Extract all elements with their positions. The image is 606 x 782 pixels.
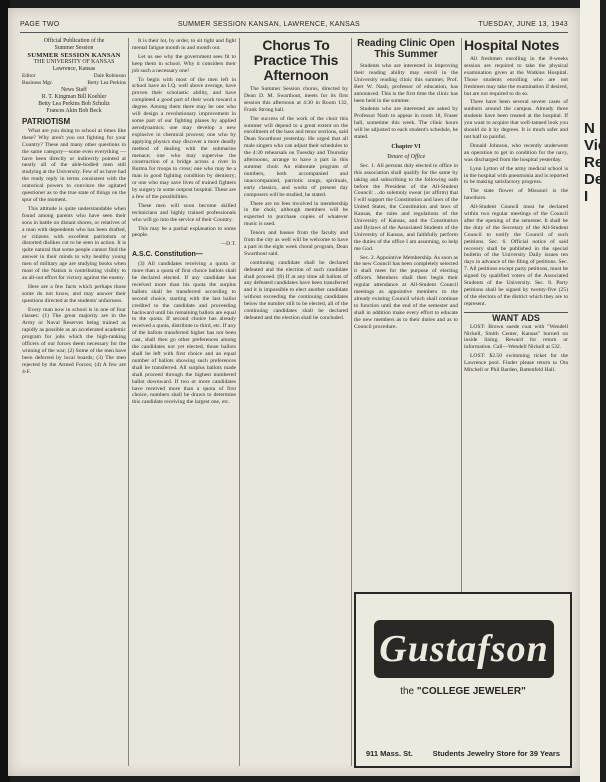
- article-paragraph: To begin with most of the men left in school have an I.Q. well above average, have proven their scholastic ability, and have completed a good part of their work toward a degree. Among them there may be one who will design a revolutionary improvement in some part of our fighting planes by applied aerodynamics; one may develop a new explosive in chemical process; one who by applying physics may discover a more deadly method of dealing with the submarine menace; one who may supervise the construction of a bridge across a river in Burma for troops to cross; one who may be a man in good fighting condition by dentistry; or one who may save lives of trained fighters by surgery in some outpost hospital. These are a few of the possibilities.: [132, 76, 236, 200]
- chorus-headline: Chorus To Practice This Afternoon: [253, 37, 339, 83]
- edge-letter: Vic: [584, 137, 606, 154]
- masthead-line2: Summer Session: [54, 45, 94, 51]
- ad-footer: [356, 744, 570, 762]
- article-paragraph: Lynn Lytton of the army medical school is in the hospital with pneumonia and is reported to be making satisfactory progress.: [464, 165, 568, 186]
- article-paragraph: The Summer Session chorus, directed by Dean D. M. Swarthout, meets for its first session this afternoon at 4:30 in Room 132, Frank Strong hall.: [244, 86, 348, 113]
- page-header: [20, 18, 568, 33]
- edge-letter: N: [584, 120, 595, 137]
- article-paragraph: Sec. 2. Appointive Membership. As soon as the new Council has been completely selected it shall meet for the purpose of electing officers. Members shall then begin their regular attendance at All-Student Council meetings as appointive members to the already existing Council which shall continue to function until the end of the semester and shall in addition make every effort to educate the new members as to their duties and as to Council procedure.: [354, 254, 458, 330]
- masthead-title: SUMMER SESSION KANSAN: [27, 52, 121, 59]
- editorial-signature: —D.T.: [220, 241, 236, 248]
- masthead-line1: Official Publication of the: [43, 38, 105, 44]
- page-number: PAGE TWO: [20, 20, 60, 28]
- paper-title: SUMMER SESSION KANSAN, LAWRENCE, KANSAS: [177, 20, 361, 28]
- masthead-university: THE UNIVERSITY OF KANSAS: [33, 59, 115, 65]
- article-paragraph: This may be a partial explanation to some people.: [132, 225, 236, 239]
- article-paragraph: It is their lot, by order, to sit tight and fight mental fatigue month in and month out.: [132, 38, 236, 51]
- column-2: [132, 38, 236, 766]
- column-divider: [351, 38, 352, 766]
- article-paragraph: There have been several severe cases of sunburn around the campus. Already three students have been treated at the hospital. If you want to acquire that well-tanned look you should do it by degrees. It is much safer and not half so painful.: [464, 99, 568, 140]
- adjacent-page-edge: [580, 0, 606, 782]
- edge-letter: Re: [584, 154, 604, 171]
- staff-row: R. T. Kingman Bill Koehler: [41, 94, 107, 100]
- article-paragraph: The state flower of Missouri is the hawthorn.: [464, 188, 568, 202]
- article-paragraph: (3) All candidates receiving a quota or more than a quota of first choice ballots shall be declared elected. If any candidate has received more than his quota the surplus ballots shall be transferred according to second choice, starting with the last ballot credited to the candidate and proceeding backward until his remaining ballots are equal to the quota. If second choice has already received a quota, distribute to third, etc. If any of the ballots transferred higher has not been cast, shall then go other preferences among the candidates not yet elected, those ballots shall be left with first choice and an equal number of ballots showing such preferences shall be transferred. All surplus ballots made shall proceed through the highest numbered ballot downward. If two or more candidates have received more than a quota of first choice, numbers shall be drawn to determine this candidate receiving the largest one, etc.: [132, 261, 236, 406]
- editor-label: Editor: [22, 73, 36, 79]
- chapter-subheading: Tenure of Office: [386, 153, 426, 160]
- article-paragraph: Let us see why the government sees fit to keep them in school. Why it considers their job such a necessary one!: [132, 53, 236, 74]
- manager-name: Betty Lea Perkins: [87, 80, 126, 86]
- clinic-headline: Reading Clinic Open This Summer: [357, 38, 455, 60]
- column-5: [464, 38, 568, 588]
- column-1: [22, 38, 126, 766]
- article-paragraph: The success of the work of the choir this summer will depend to a great extent on the enrollment of the bass and tenor sections, said Dean Swarthout yesterday. He urged that all male singers who can adjust their schedules to the 4:30 rehearsals on Tuesday and Thursday afternoons, arrange to have a part in this summer choir. An elaborate program of numbers, both accompanied and unaccompanied, patriotic songs, spirituals, early classics, and works of present day composers will be studied, he stated.: [244, 115, 348, 198]
- article-paragraph: continuing candidate shall be declared defeated and the election of such candidate shall proceed. (8) If at any time all ballots of any defeated candidates have been transferred and it is impossible to elect another candidate without exceeding the continuing candidates below the number still to be elected, all of the continuing candidates shall be declared defeated and the election shall be concluded.: [244, 259, 348, 321]
- article-paragraph: Tenors and basses from the faculty and from the city as well will be welcome to have a part in the eight week choral program, Dean Swarthout said.: [244, 230, 348, 257]
- article-paragraph: All freshmen enrolling in the 8-weeks session are required to take the physical examination given at the Watkins Hospital. Those students enrolling who are not freshmen may take the examination if desired, but are not required to do so.: [464, 56, 568, 97]
- article-paragraph: Students who are interested in improving their reading ability may enroll in the University reading clinic this summer, Prof. Bert W. Nash, professor of education, has announced. This is the first time the clinic has been held in the summer.: [354, 63, 458, 104]
- editor-name: Dale Robinson: [93, 73, 126, 79]
- edge-letter: I: [584, 188, 589, 205]
- article-paragraph: Every man now in school is in one of four classes: (1) The great majority are in the Army or Naval Reserves being trained as rapidly as possible as an accelerated academic program for jobs which the high-ranking officers of our forces deem necessary for the winning of the war; (2) Some of the men have been deferred by local boards; (3) The men rejected by the Armed Forces; (4) A few are 4-F.: [22, 306, 126, 375]
- ad-address: 911 Mass. St.: [366, 748, 413, 758]
- issue-date: TUESDAY, JUNE 13, 1943: [478, 20, 568, 28]
- patriotism-heading: PATRIOTISM: [22, 117, 71, 126]
- article-paragraph: What are you doing to school at times like these? Why aren't you out fighting for your Country? These and many other questions in the same category—some even everything —have been directly or indirectly pointed at nearly all of the able-bodied men still studying at the University. Few of us have had the ready reply in terms consistent with the oratorical powers to convince the agitated questioner as to the true state of things on the spur of the moment.: [22, 127, 126, 203]
- article-paragraph: Students who are interested are asked by Professor Nash to appear in room 18, Fraser hall, sometime this week. The clinic hours will be adjusted to each student's schedule, he stated.: [354, 106, 458, 141]
- article-paragraph: There are no fees involved in membership in the choir, although members will be expected to purchase copies of whatever music is used.: [244, 200, 348, 228]
- staff-row: Frances Akin Bob Beck: [46, 108, 102, 114]
- edge-letter: De: [584, 171, 604, 188]
- classified-ad: LOST: Brown suede coat with "Wendell Nickell, Smith Center, Kansas" burned on inside lining. Reward for return or information. Call—Wendell Nickell at 532.: [464, 323, 568, 351]
- staff-row: Betty Lea Perkins Bob Schultz: [38, 101, 110, 107]
- article-paragraph: Sec. 1. All persons duly elected to office in this association shall qualify for the same by taking and subscribing to the following oath before the President of the All-Student Council: ...do solemnly swear (or affirm) that I will support the Constitution and laws of the United States, the Constitution and laws of Kansas, the rules and regulations of the University of Kansas, and the Constitution and Bylaws of the Associated Students of the University of Kansas, and faithfully perform the duties of the office I am assuming, so help me God.: [354, 162, 458, 252]
- ad-slogan: Students Jewelry Store for 39 Years: [432, 748, 560, 758]
- article-paragraph: Donald Johnson, who recently underwent an operation to get in condition for the navy, was discharged from the hospital yesterday.: [464, 142, 568, 163]
- masthead-city: Lawrence, Kansas: [52, 66, 96, 72]
- masthead: [22, 38, 126, 115]
- column-divider: [128, 38, 129, 766]
- column-3: [244, 38, 348, 766]
- gustafson-advertisement: [354, 592, 572, 768]
- article-paragraph: All-Student Council must be declared within two regular meetings of the Council after the opening of the semester. It shall be the duty of the Secretary of the All-Student Council to notify the Council of such petitions. Sec. 6. Official notice of said recovery shall be published in the special bulletin of the University Daily issues ten days in advance of the filing of petitions. Sec. 7. All petitions except party petitions, must be signed by qualified voters of the Associated Students of the University. Sec. 8. Party petitions shall be signed by twenty-five (25) of the electors of the district which they are to represent.: [464, 204, 568, 307]
- chapter-heading: Chapter VI: [391, 143, 421, 150]
- newspaper-page: [8, 8, 580, 776]
- constitution-heading: A.S.C. Constitution—: [132, 251, 203, 259]
- column-4: [354, 38, 458, 588]
- want-ads-heading: WANT ADS: [464, 312, 568, 322]
- column-divider: [239, 38, 240, 766]
- article-paragraph: These men will soon become skilled technicians and highly trained professionals who will go into the service of their Country.: [132, 202, 236, 223]
- ad-tag-main: "COLLEGE JEWELER": [416, 686, 526, 697]
- ad-tag-prefix: the: [400, 686, 415, 697]
- article-paragraph: This attitude is quite understandable when found among parents who have seen their sons in battle on distant shores, or relatives of a man with dependents who has been drafted, or citizens with excellent patriotism or distorted dislikes cut to be seen in action. It is quite natural that some people cannot find the answer in their minds to why healthy young men of military age are studying books when most of the Nation is contributing visibly to an all-out effort for victory against the enemy.: [22, 205, 126, 281]
- manager-label: Business Mgr.: [22, 80, 53, 86]
- editor-row: [22, 73, 126, 80]
- classified-ad: LOST: $2.50 swimming ticket for the Lawrence pool. Finder please return to Ota Mitchell or Phil Barden, Battenfeld Hall.: [464, 353, 568, 374]
- hospital-headline: Hospital Notes: [464, 37, 560, 53]
- ad-tagline: [356, 686, 570, 697]
- article-paragraph: Here are a few facts which perhaps those some do not know, and may answer their questions directed at the students' unfairness.: [22, 283, 126, 304]
- staff-label: News Staff: [61, 87, 87, 93]
- manager-row: [22, 80, 126, 87]
- gustafson-logo: Gustafson: [374, 620, 554, 678]
